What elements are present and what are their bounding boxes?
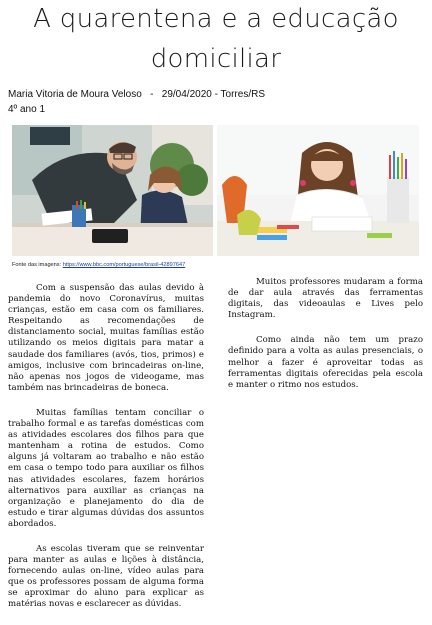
article-title-line-2: domiciliar [150, 44, 282, 74]
paragraph: Muitos professores mudaram a forma de dar aula através das ferramentas digitais, das videoaulas e Lives pelo Instagram. [228, 277, 423, 321]
paragraph: As escolas tiveram que se reinventar para manter as aulas e lições à distância, fornecendo aulas on-line, vídeo aulas para que os professores possam de alguma forma se aproximar do aluno para explicar as matérias novas e esclarecer as dúvidas. [8, 543, 204, 610]
girl-writing-photo [217, 125, 419, 256]
article-right-column [228, 277, 423, 405]
article-title-line-1: A quarentena e a educação [33, 4, 399, 34]
article-left-column [8, 283, 204, 625]
author-date-line: Maria Vitoria de Moura Veloso - 29/04/2020 - Torres/RS [8, 89, 265, 100]
caption-prefix: Fonte das imagens: [12, 262, 63, 268]
paragraph: Como ainda não tem um prazo definido para a volta as aulas presenciais, o melhor a fazer é aproveitar todas as ferramentas digitais oferecidas pela escola e manter o ritmo nos estudos. [228, 335, 423, 390]
paragraph: Com a suspensão das aulas devido à pandemia do novo Coronavírus, muitas crianças, estão em casa com os familiares. Respeitando as recomendações de distanciamento social, muitas famílias estão utilizando os meios digitais para matar a saudade dos familiares (avós, tios, primos) e amigos, inclusive com brincadeiras on-line, não apenas nos jogos de videogame, mas também nas brincadeiras de boneca. [8, 283, 204, 393]
image-source-link[interactable]: https://www.bbc.com/portuguese/brasil-42897647 [62, 262, 186, 268]
grade-label: 4º ano 1 [8, 104, 46, 115]
father-helping-daughter-photo [12, 125, 213, 256]
image-source-caption [12, 262, 185, 268]
father-helping-daughter-icon [12, 125, 213, 256]
paragraph: Muitas famílias tentam conciliar o trabalho formal e as tarefas domésticas com as atividades escolares dos filhos para que mantenham a rotina de estudos. Como alguns já voltaram ao trabalho e não estão em casa o tempo todo para auxiliar os filhos nas atividades escolares, fazem horários alternativos para auxiliar as crianças na organização e planejamento do dia de estudo e tirar algumas dúvidas dos assuntos abordados. [8, 407, 204, 529]
girl-writing-icon [217, 125, 419, 256]
